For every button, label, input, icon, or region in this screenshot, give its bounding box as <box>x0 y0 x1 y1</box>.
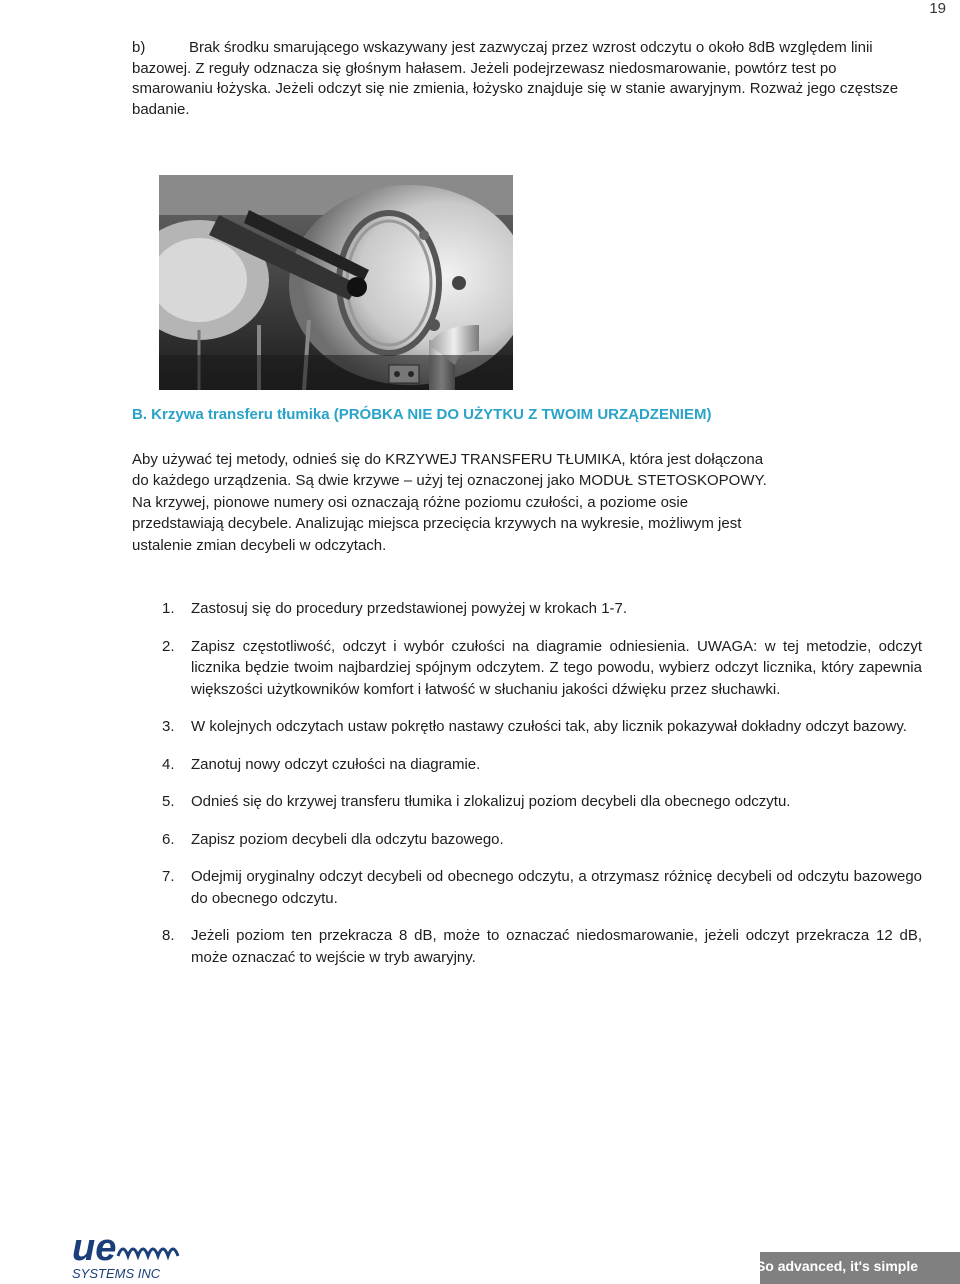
page-number: 19 <box>929 0 946 17</box>
step-text: Jeżeli poziom ten przekracza 8 dB, może to oznaczać niedosmarowanie, jeżeli odczyt przekracza 12 dB, może oznaczać to wejście w tryb awaryjny. <box>191 927 922 966</box>
ue-systems-logo <box>70 1226 200 1280</box>
intro-paragraph <box>132 38 912 120</box>
step-text: Zastosuj się do procedury przedstawionej powyżej w krokach 1-7. <box>191 600 628 617</box>
step-item <box>132 716 922 738</box>
intro-rest: linii bazowej. Z reguły odznacza się głośnym hałasem. Jeżeli podejrzewasz niedosmarowanie, powtórz test po smarowaniu łożyska. Jeżeli odczyt się nie zmienia, łożysko znajduje się w stanie awaryjnym. Rozważ jego częstsze badanie. <box>132 39 899 118</box>
equipment-photo <box>159 175 513 390</box>
step-number: 7. <box>162 868 175 885</box>
step-text: Odejmij oryginalny odczyt decybeli od obecnego odczytu, a otrzymasz różnicę decybeli od odczytu bazowego do obecnego odczytu. <box>191 868 922 907</box>
step-number: 2. <box>162 637 175 655</box>
step-item <box>132 636 922 701</box>
step-number: 5. <box>162 793 175 810</box>
page-footer <box>0 1222 960 1284</box>
step-number: 8. <box>162 927 175 944</box>
step-item <box>132 598 922 620</box>
body-paragraph: Aby używać tej metody, odnieś się do KRZYWEJ TRANSFERU TŁUMIKA, która jest dołączona do każdego urządzenia. Są dwie krzywe – użyj tej oznaczonej jako MODUŁ STETOSKOPOWY. Na krzywej, pionowe numery osi oznaczają różne poziomu czułości, a poziome osie przedstawiają decybele. Analizując miejsca przecięcia krzywych na wykresie, możliwym jest ustalenie zmian decybeli w odczytach. <box>132 451 767 554</box>
step-item <box>132 866 922 909</box>
step-number: 3. <box>162 718 175 735</box>
step-text: Odnieś się do krzywej transferu tłumika i zlokalizuj poziom decybeli dla obecnego odczytu. <box>191 793 791 810</box>
step-item <box>132 791 922 813</box>
svg-text:SYSTEMS INC: SYSTEMS INC <box>72 1266 161 1280</box>
steps-list <box>132 598 922 968</box>
footer-tagline: So advanced, it's simple <box>755 1258 918 1274</box>
step-item <box>132 829 922 851</box>
step-item <box>132 754 922 776</box>
step-number: 6. <box>162 830 175 848</box>
section-heading: B. Krzywa transferu tłumika (PRÓBKA NIE DO UŻYTKU Z TWOIM URZĄDZENIEM) <box>132 406 712 423</box>
step-number: 1. <box>162 600 175 617</box>
intro-label: b) <box>132 39 146 56</box>
step-text: Zapisz częstotliwość, odczyt i wybór czułości na diagramie odniesienia. UWAGA: w tej metodzie, odczyt licznika będzie twoim najbardziej spójnym odczytem. Z tego powodu, wybierz odczyt licznika, który zapewnia większości użytkowników komfort i łatwość w słuchaniu jakości dźwięku przez słuchawki. <box>191 637 922 698</box>
intro-first-line: Brak środku smarującego wskazywany jest zazwyczaj przez wzrost odczytu o około 8dB względem <box>189 39 847 56</box>
svg-text:ue: ue <box>72 1227 117 1269</box>
step-number: 4. <box>162 755 175 773</box>
step-item <box>132 925 922 968</box>
step-text: W kolejnych odczytach ustaw pokrętło nastawy czułości tak, aby licznik pokazywał dokładny odczyt bazowy. <box>191 718 907 735</box>
step-text: Zapisz poziom decybeli dla odczytu bazowego. <box>191 830 504 848</box>
step-text: Zanotuj nowy odczyt czułości na diagramie. <box>191 755 481 773</box>
equipment-photo-drawing <box>159 175 513 390</box>
